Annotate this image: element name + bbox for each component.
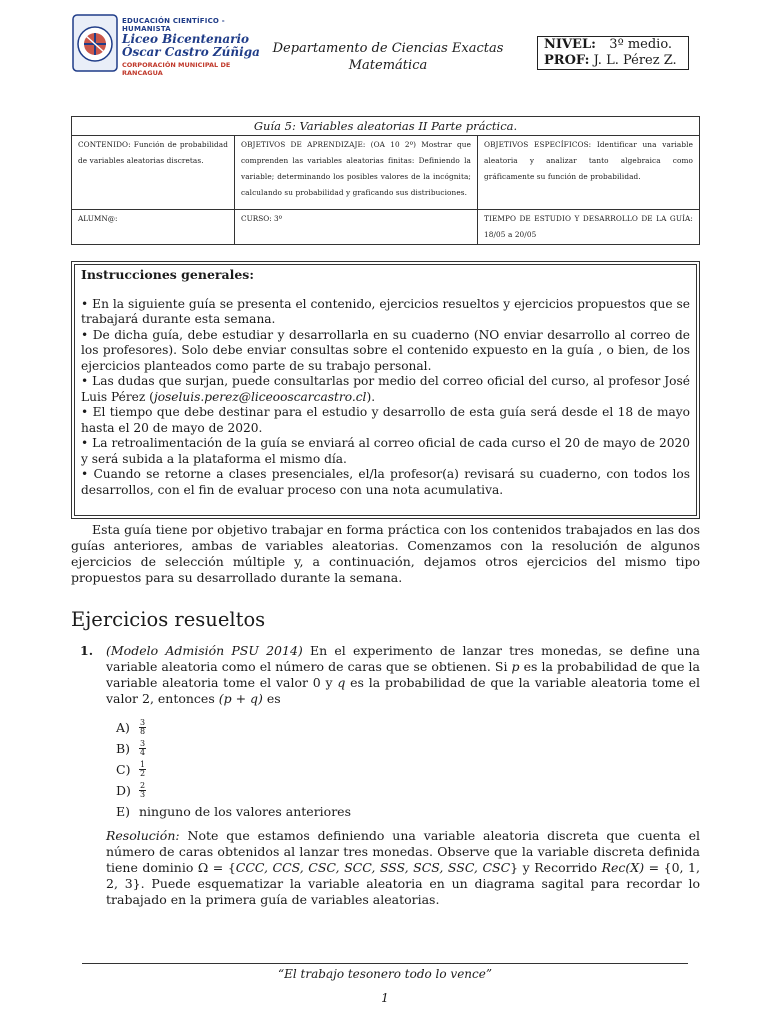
school-logo: [72, 14, 268, 77]
prof-value: J. L. Pérez Z.: [593, 53, 677, 68]
option-d: D) $\frac{2}{3}$: [116, 781, 146, 799]
department-name: Departamento de Ciencias Exactas: [272, 41, 504, 56]
resolution-label: Resolución:: [106, 828, 180, 843]
course-field: CURSO: 3º: [235, 210, 478, 245]
problem-source: (Modelo Admisión PSU 2014): [106, 643, 303, 658]
instruction-item: • De dicha guía, debe estudiar y desarrollarla en su cuaderno (NO enviar desarrollo al correo de los profesores). Solo debe enviar consultas sobre el contenido expuesto en la guía , o bien, de los ejercicios planteados como parte de su trabajo personal.: [81, 327, 690, 373]
prof-label: PROF:: [544, 53, 590, 68]
guide-specific-objectives: OBJETIVOS ESPECÍFICOS: Identificar una variable aleatoria y analizar tanto algebraica como gráficamente su función de probabilidad.: [478, 136, 700, 210]
option-b: B) $\frac{3}{4}$: [116, 739, 146, 757]
instructions-title: Instrucciones generales:: [81, 267, 254, 282]
time-field: TIEMPO DE ESTUDIO Y DESARROLLO DE LA GUÍA: 18/05 a 20/05: [478, 210, 700, 245]
instruction-item: • En la siguiente guía se presenta el contenido, ejercicios resueltos y ejercicios propuestos que se trabajará durante esta semana.: [81, 296, 690, 326]
instruction-item: • Las dudas que surjan, puede consultarlas por medio del correo oficial del curso, al profesor José Luis Pérez (joseluis.perez@liceooscarcastro.cl).: [81, 374, 690, 404]
sample-space: CCC, CCS, CSC, SCC, SSS, SCS, SSC, CSC: [235, 860, 511, 875]
logo-line-2: Liceo Bicentenario: [122, 32, 250, 46]
school-shield-icon: [72, 14, 118, 72]
level-box: [537, 36, 689, 70]
problem-statement: (Modelo Admisión PSU 2014) En el experimento de lanzar tres monedas, se define una variable aleatoria como el número de caras que se obtienen. Si p es la probabilidad de que la variable aleatoria tome el valor 0 y q es la probabilidad de que la variable aleatoria tome el valor 2, entonces (p + q) es: [106, 643, 700, 706]
intro-paragraph: Esta guía tiene por objetivo trabajar en forma práctica con los contenidos trabajados en las dos guías anteriores, ambas de variables aleatorias. Comenzamos con la resolución de algunos ejercicios de selección múltiple y, a continuación, dejamos otros ejercicios del mismo tipo propuestos para su desarrollado durante la semana.: [71, 522, 700, 585]
option-a: A) $\frac{3}{8}$: [116, 718, 146, 736]
footer-motto: “El trabajo tesonero todo lo vence”: [278, 967, 492, 981]
answer-options: [116, 717, 351, 822]
logo-line-1: EDUCACIÓN CIENTÍFICO - HUMANISTA: [122, 17, 225, 33]
expression-p-plus-q: (p + q): [218, 691, 263, 706]
guide-content: CONTENIDO: Función de probabilidad de variables aleatorias discretas.: [72, 136, 235, 210]
instruction-item: • El tiempo que debe destinar para el estudio y desarrollo de esta guía será desde el 18 de mayo hasta el 20 de mayo de 2020.: [81, 405, 690, 435]
option-c: C) $\frac{1}{2}$: [116, 760, 146, 778]
logo-line-4: CORPORACIÓN MUNICIPAL DE RANCAGUA: [122, 61, 231, 77]
instruction-item: • La retroalimentación de la guía se enviará al correo oficial de cada curso el 20 de mayo de 2020 y será subida a la plataforma el mismo día.: [81, 436, 690, 466]
page-number: 1: [381, 991, 389, 1005]
problem-number: 1.: [80, 643, 94, 658]
option-e: E) ninguno de los valores anteriores: [116, 804, 351, 819]
nivel-label: NIVEL:: [544, 37, 596, 52]
student-field: ALUMN@:: [72, 210, 235, 245]
section-title: Ejercicios resueltos: [71, 608, 266, 631]
subject-name: Matemática: [348, 58, 428, 73]
guide-info-table: [71, 116, 700, 245]
logo-line-3: Óscar Castro Zúñiga: [122, 45, 260, 59]
header-department: [270, 40, 506, 74]
guide-learning-objectives: OBJETIVOS DE APRENDIZAJE: (OA 10 2º) Mostrar que comprenden las variables aleatorias finitas: Definiendo la variable; determinando los posibles valores de la incógnita; calculando su probabilidad y graficando sus distribuciones.: [235, 136, 478, 210]
instructions-box: [71, 261, 700, 519]
resolution-paragraph: Resolución: Note que estamos definiendo una variable aleatoria discreta que cuenta el número de caras obtenidos al lanzar tres monedas. Observe que la variable discreta definida tiene dominio Ω = {CCC, CCS, CSC, SCC, SSS, SCS, SSC, CSC} y Recorrido Rec(X) = {0, 1, 2, 3}. Puede esquematizar la variable aleatoria en un diagrama sagital para recordar lo trabajado en la primera guía de variables aleatorias.: [106, 828, 700, 907]
teacher-email-link[interactable]: joseluis.perez@liceooscarcastro.cl: [153, 389, 367, 404]
guide-title: Guía 5: Variables aleatorias II Parte práctica.: [72, 117, 700, 136]
instruction-item: • Cuando se retorne a clases presenciales, el/la profesor(a) revisará su cuaderno, con todos los desarrollos, con el fin de evaluar proceso con una nota acumulativa.: [81, 467, 690, 497]
nivel-value: 3º medio.: [609, 37, 673, 52]
footer-divider: [82, 963, 688, 964]
